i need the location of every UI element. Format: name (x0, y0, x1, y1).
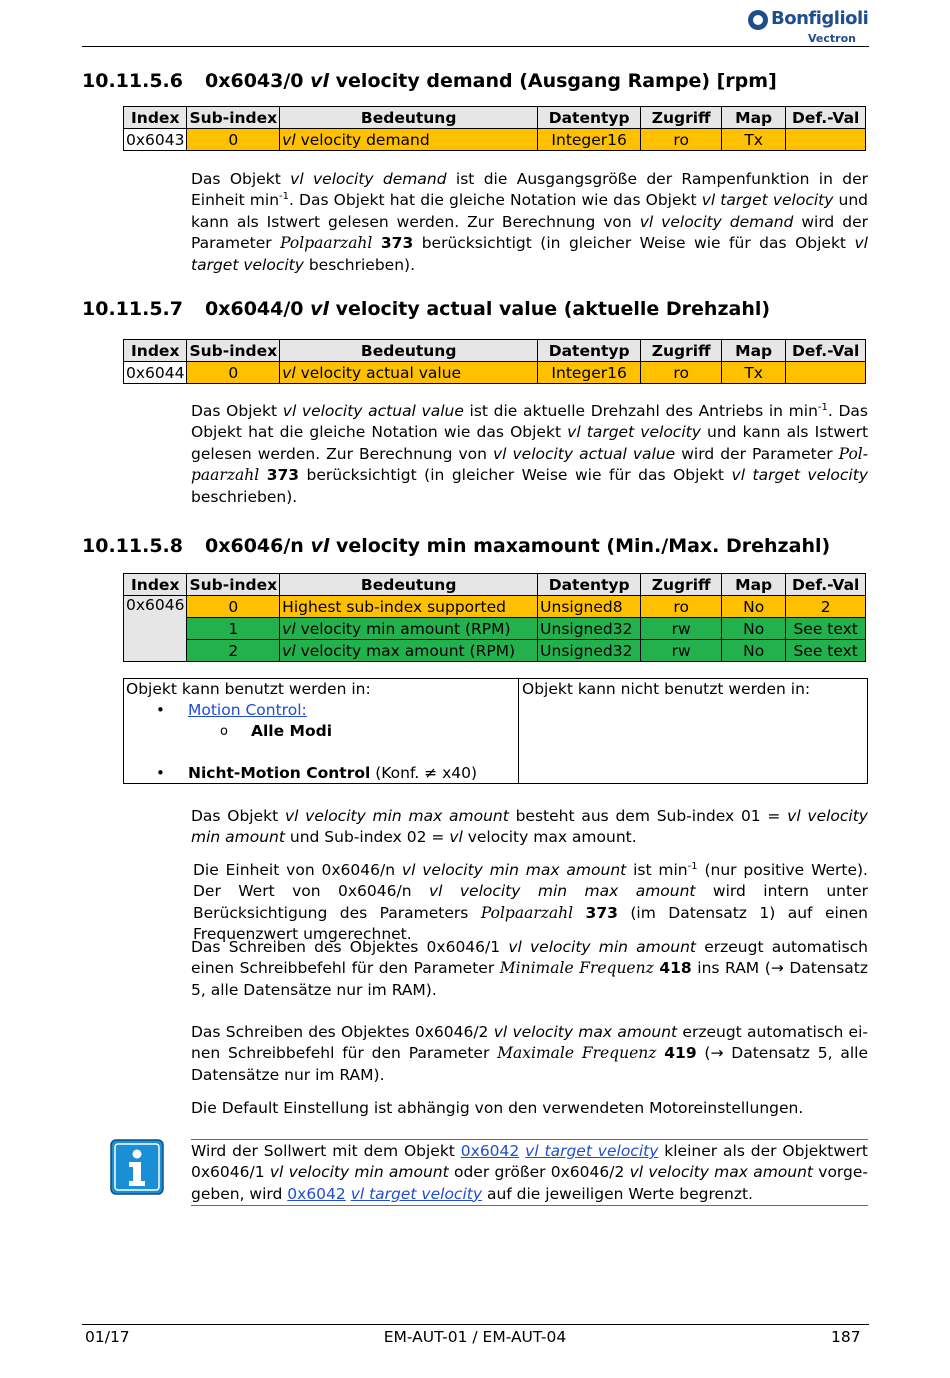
object-table-6044 (123, 339, 866, 384)
section-heading-6044: 10.11.5.7 0x6044/0 vl velocity actual value (aktuelle Drehzahl) (82, 298, 771, 320)
table-row: 0x6043 0 vl velocity demand Integer16 ro Tx (124, 129, 866, 151)
table-header-row (124, 107, 866, 129)
col-bedeutung: Bedeutung (280, 107, 538, 129)
paragraph-write-max: Das Schreiben des Objektes 0x6046/2 vl velocity max amount erzeugt automatisch ei-nen Schreibbefehl für den Parameter Maximale Frequenz 419 (→ Datensatz 5, alle Datensätze nur im RAM). (191, 1023, 868, 1084)
all-modes-label: Alle Modi (251, 722, 333, 740)
link-target-velocity-2[interactable]: vl target velocity (350, 1184, 483, 1203)
footer-date: 01/17 (85, 1328, 130, 1346)
usage-cannot-heading: Objekt kann nicht benutzt werden in: (522, 680, 811, 698)
col-zugriff: Zugriff (641, 107, 722, 129)
motion-control-link[interactable]: Motion Control: (188, 701, 307, 719)
paragraph-write-min: Das Schreiben des Objektes 0x6046/1 vl velocity min amount erzeugt automatisch einen Schreibbefehl für den Parameter Minimale Frequenz 418 ins RAM (→ Datensatz 5, alle Datensätze nur im RAM). (191, 938, 869, 999)
footer-doc-id: EM-AUT-01 / EM-AUT-04 (383, 1328, 567, 1346)
paragraph-unit: Die Einheit von 0x6046/n vl velocity min max amount ist $\min^{-1} (nur$ positive Werte). Der Wert von 0x6046/n vl velocity min max amount wird intern unter Berücksichtigung des Parameters Polpaarzahl 373 (im Datensatz 1) auf einen Frequenzwert umgerechnet. (193, 860, 868, 944)
table-header-row: Index Sub-index Bedeutung Datentyp Zugriff Map Def.-Val (124, 340, 866, 362)
paragraph-min-max-amount: Das Objekt vl velocity min max amount besteht aus dem Sub-index 01 = vl velocity min amount und Sub-index 02 = vl velocity max amount. (191, 807, 868, 847)
link-0x6042-2[interactable]: 0x6042 (287, 1184, 346, 1203)
logo-sub-name: Vectron (808, 32, 856, 45)
section-heading-6043: 10.11.5.6 0x6043/0 vl velocity demand (Ausgang Rampe) [rpm] (82, 70, 777, 92)
link-0x6042[interactable]: 0x6042 (460, 1142, 520, 1160)
table-row: 1 vl velocity min amount (RPM) Unsigned32 rw No See text (124, 618, 866, 640)
col-def-val: Def.-Val (786, 107, 866, 129)
link-target-velocity[interactable]: vl target velocity (525, 1142, 659, 1160)
table-row: 0x6044 0 vl velocity actual value Integer16 ro Tx (124, 362, 866, 384)
object-table-6046 (123, 573, 866, 662)
table-row: 2 vl velocity max amount (RPM) Unsigned32 rw No See text (124, 640, 866, 662)
footer-rule (82, 1324, 869, 1325)
bullet-icon: • (156, 701, 165, 719)
usage-can-heading: Objekt kann benutzt werden in: (126, 680, 371, 698)
info-icon (110, 1139, 164, 1195)
non-motion-label: Nicht-Motion Control (Konf. ≠ x40) (188, 764, 478, 782)
col-sub-index: Sub-index (187, 107, 280, 129)
col-datentyp: Datentyp (538, 107, 641, 129)
circle-bullet-icon: o (220, 724, 228, 739)
table-row: 0x6046 0 Highest sub-index supported Unsigned8 ro No 2 (124, 596, 866, 618)
usage-divider (518, 679, 519, 783)
usage-box (123, 678, 868, 784)
paragraph-velocity-demand: Das Objekt vl velocity demand ist die Ausgangsgröße der Rampenfunktion in der Einheit $\min^{-1}$. Das Objekt hat die gleiche Notation wie das Objekt vl target velocity und kann als Istwert gelesen werden. Zur Berechnung von vl velocity demand wird der Parameter Polpaarzahl 373 berücksichtigt (in gleicher Weise wie für das Objekt vl target velocity beschrieben). (191, 170, 869, 274)
object-table-6043 (123, 106, 866, 151)
table-header-row: Index Sub-index Bedeutung Datentyp Zugriff Map Def.-Val (124, 574, 866, 596)
note-rule-top (191, 1139, 868, 1140)
note-rule-bottom (191, 1205, 868, 1206)
col-index: Index (124, 107, 187, 129)
footer-page-number: 187 (831, 1328, 861, 1346)
brand-logo (748, 6, 870, 46)
paragraph-velocity-actual: Das Objekt vl velocity actual value ist die aktuelle Drehzahl des Antriebs in $\min^{-1}$. Das Objekt hat die gleiche Notation wie das Objekt vl target velocity und kann als Istwert gelesen werden. Zur Berechnung von vl velocity actual value wird der Parameter Pol-paarzahl 373 berücksichtigt (in gleicher Weise wie für das Objekt vl target velocity beschrieben). (191, 401, 869, 506)
logo-mark-icon (748, 10, 768, 30)
note-text: Wird der Sollwert mit dem Objekt 0x6042 vl target velocity kleiner als der Objektwert 0x6046/1 vl velocity min amount oder größer 0x6046/2 vl velocity max amount vorge-geben, wird 0x6042 vl target velocity auf die jeweiligen Werte begrenzt. (191, 1142, 869, 1203)
paragraph-default: Die Default Einstellung ist abhängig von den verwendeten Motoreinstellungen. (191, 1099, 804, 1117)
bullet-icon: • (156, 764, 165, 782)
logo-brand-name: Bonfiglioli (771, 8, 869, 29)
section-heading-6046: 10.11.5.8 0x6046/n vl velocity min maxamount (Min./Max. Drehzahl) (82, 535, 831, 557)
col-map: Map (722, 107, 786, 129)
header-rule (82, 46, 869, 47)
